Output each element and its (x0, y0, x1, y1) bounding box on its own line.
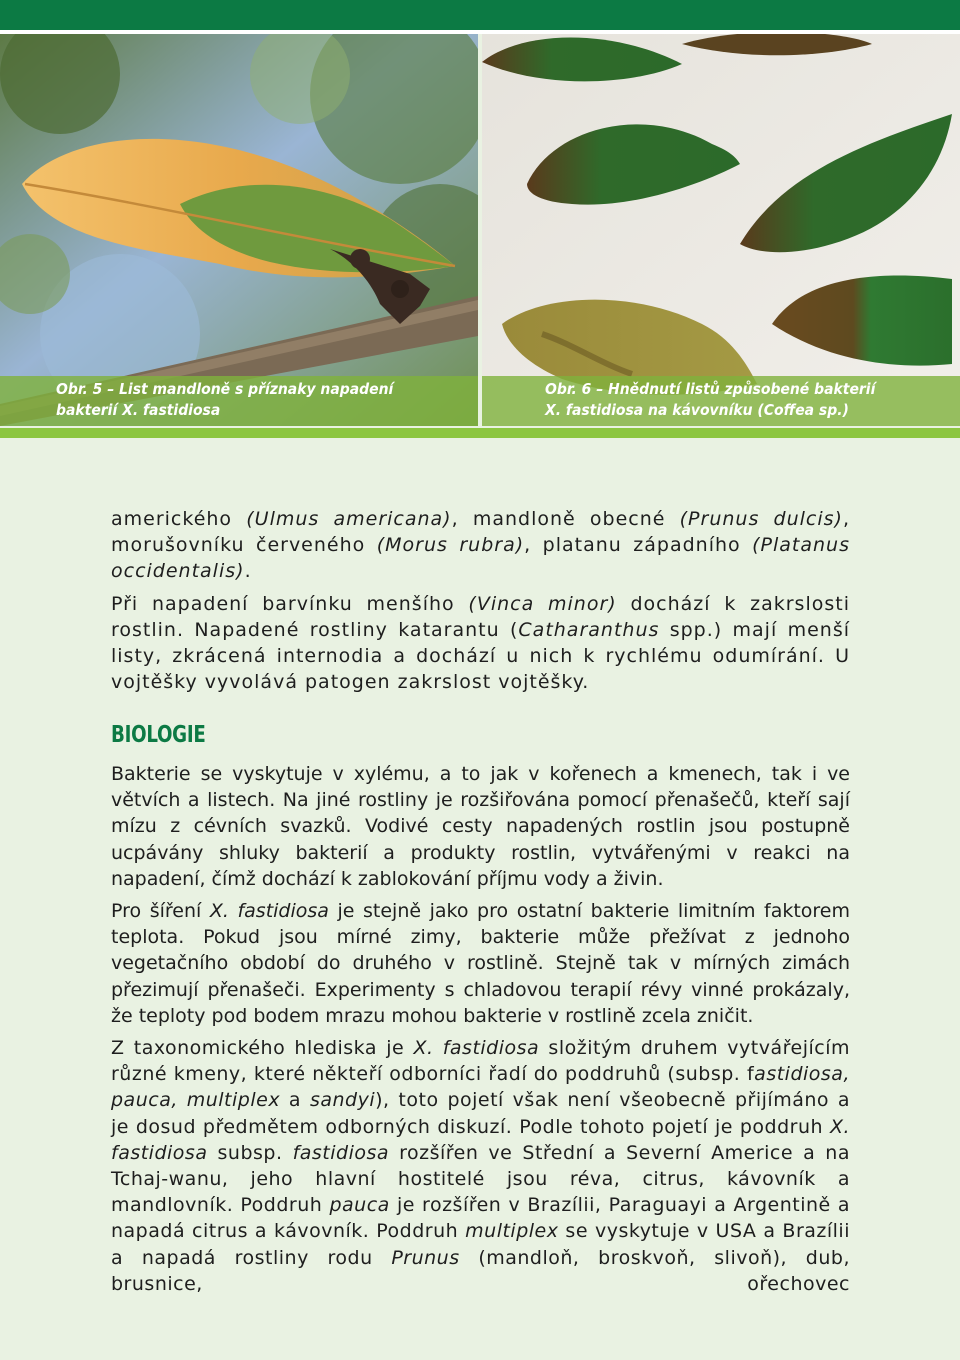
caption-underline-bar (0, 428, 960, 438)
biology-paragraph-taxonomy: Z taxonomického hlediska je X. fastidiosa složitým druhem vytvářejícím různé kmeny, které někteří odborníci řadí do poddruhů (subsp. fastidiosa, pauca, multiplex a sandyi), toto pojetí však není všeobecně přijímáno a je dosud předmětem odborných diskuzí. Podle tohoto pojetí je poddruh X. fastidiosa subsp. fastidiosa rozšířen ve Střední a Severní Americe a na Tchaj-wanu, jeho hlavní hostitelé jsou réva, citrus, kávovník a mandlovník. Poddruh pauca je rozšířen v Brazílii, Paraguayi a Argentině a napadá citrus a kávovník. Poddruh multiplex se vyskytuje v USA a Brazílii a napadá rostliny rodu Prunus (mandloň, broskvoň, slivoň), dub, brusnice, ořechovec (111, 1037, 851, 1295)
figure-almond-leaf-photo (0, 34, 478, 426)
figure-6-caption (482, 376, 960, 426)
figure-5-caption (0, 376, 478, 426)
almond-leaf-image (0, 34, 478, 426)
intro-paragraph-hosts: amerického (Ulmus americana), mandloně obecné (Prunus dulcis), morušovníku červeného (Morus rubra), platanu západního (Platanus occidentalis). (111, 508, 850, 583)
figure-coffee-leaves-photo (482, 34, 960, 426)
biology-paragraph-xylem: Bakterie se vyskytuje v xylému, a to jak v kořenech a kmenech, tak i ve větvích a listech. Na jiné rostliny je rozšiřována pomocí přenašečů, kteří sají mízu z cévních svazků. Vodivé cesty napadených rostlin jsou postupně ucpávány shluky bakterií a produkty rostlin, vytvářenými v reakci na napadení, čímž dochází k zablokování příjmu vody a živin. (111, 763, 850, 890)
section-heading-biologie: BIOLOGIE (111, 722, 206, 748)
figure-6-caption-line2: X. fastidiosa na kávovníku (Coffea sp.) (545, 401, 849, 419)
biology-paragraph-temperature: Pro šíření X. fastidiosa je stejně jako pro ostatní bakterie limitním faktorem teplota. Pokud jsou mírné zimy, bakterie může přežívat z jednoho vegetačního období do druhého v rostlině. Stejně tak v mírných zimách přezimují přenašeči. Experimenty s chladovou terapií révy vinné prokázaly, že teploty pod bodem mrazu mohou bakterie v rostlině zcela zničit. (111, 900, 851, 1027)
coffee-leaves-image (482, 34, 960, 426)
figure-6-caption-line1: Obr. 6 – Hnědnutí listů způsobené bakterií (545, 380, 876, 398)
biology-text (111, 761, 850, 1297)
figure-5-caption-line2: bakterií X. fastidiosa (56, 401, 221, 419)
figure-5-caption-line1: Obr. 5 – List mandloně s příznaky napadení (56, 380, 394, 398)
intro-paragraph-symptoms: Při napadení barvínku menšího (Vinca minor) dochází k zakrslosti rostlin. Napadené rostliny katarantu (Catharanthus spp.) mají menší listy, zkrácená internodia a dochází u nich k rychlému odumírání. U vojtěšky vyvolává patogen zakrslost vojtěšky. (111, 592, 850, 694)
top-color-bar (0, 0, 960, 30)
intro-text (111, 506, 850, 695)
